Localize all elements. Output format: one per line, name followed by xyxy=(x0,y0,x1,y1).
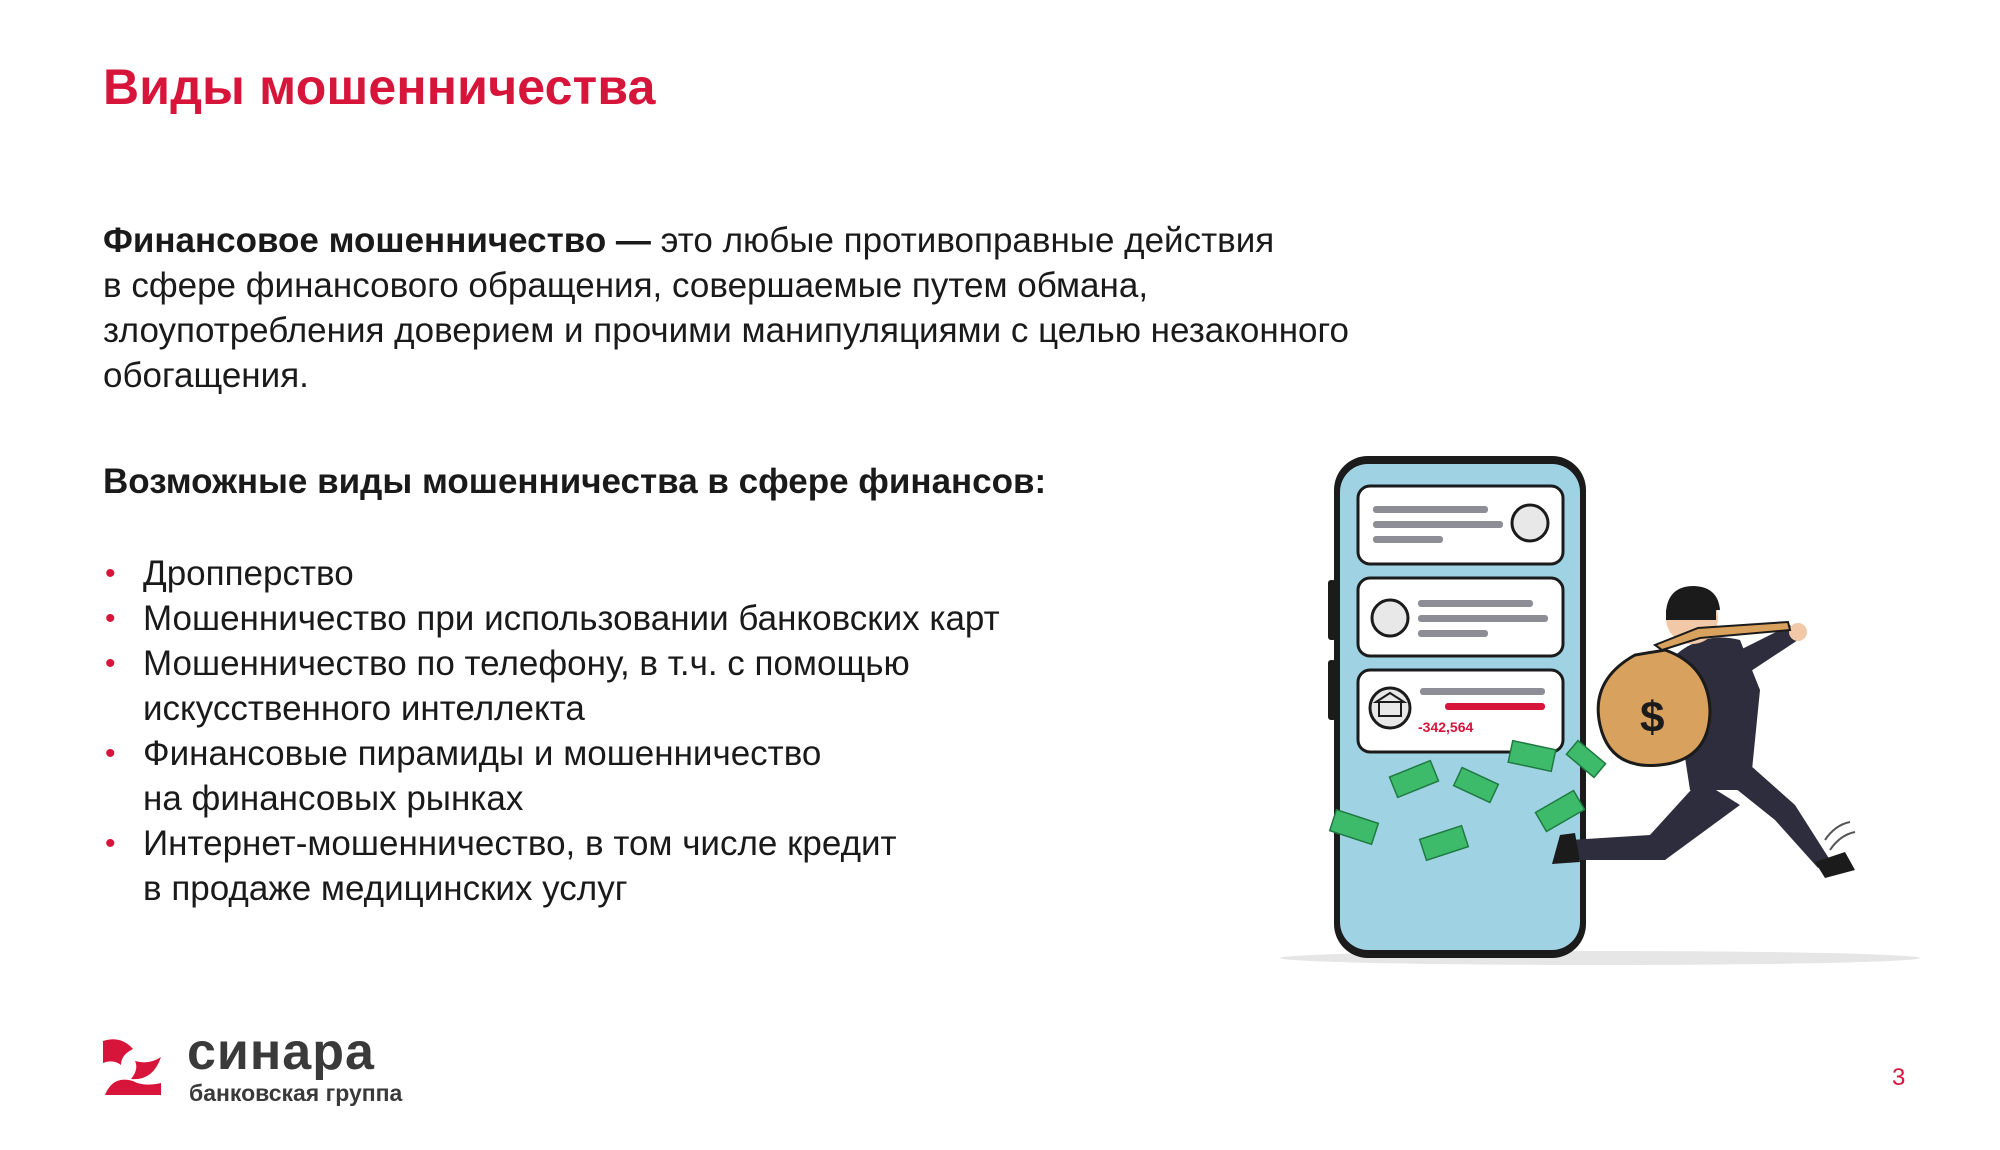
company-logo xyxy=(103,1023,433,1110)
list-item-text: Интернет-мошенничество, в том числе кредит xyxy=(143,824,897,863)
bullet-dot: • xyxy=(105,827,116,860)
motion-lines-icon xyxy=(1825,822,1855,850)
list-item-text-continued: в продаже медицинских услуг xyxy=(143,869,628,908)
list-item-text: Мошенничество при использовании банковских карт xyxy=(143,599,1000,638)
sinara-logo-icon xyxy=(103,1035,165,1097)
list-item xyxy=(103,596,1203,641)
definition-line-1: это любые противоправные действия xyxy=(650,221,1275,260)
list-item xyxy=(103,551,1203,596)
page-number: 3 xyxy=(1892,1064,1906,1091)
slide-title: Виды мошенничества xyxy=(103,59,656,115)
logo-subtitle: банковская группа xyxy=(189,1080,403,1106)
bullet-dot: • xyxy=(105,647,116,680)
bullet-dot: • xyxy=(105,602,116,635)
bag-dollar-sign: $ xyxy=(1640,693,1665,742)
definition-line-3: злоупотребления доверием и прочими манипуляциями с целью незаконного xyxy=(103,311,1349,350)
list-item-text: Дропперство xyxy=(143,554,354,593)
list-heading: Возможные виды мошенничества в сфере финансов: xyxy=(103,462,1047,501)
transaction-amount: -342,564 xyxy=(1418,719,1474,735)
list-item xyxy=(103,641,1203,731)
list-item-text: Мошенничество по телефону, в т.ч. с помощью xyxy=(143,644,910,683)
list-item xyxy=(103,731,1203,821)
list-item-text-continued: на финансовых рынках xyxy=(143,779,524,818)
bullet-dot: • xyxy=(105,737,116,770)
fraud-types-list xyxy=(103,551,1203,911)
phone-icon xyxy=(1328,456,1586,958)
definition-term: Финансовое мошенничество — xyxy=(103,221,651,260)
bullet-dot: • xyxy=(105,557,116,590)
list-item xyxy=(103,821,1203,911)
list-item-text-continued: искусственного интеллекта xyxy=(143,689,585,728)
logo-name: синара xyxy=(187,1023,375,1081)
list-item-text: Финансовые пирамиды и мошенничество xyxy=(143,734,822,773)
definition-line-4: обогащения. xyxy=(103,356,309,395)
fraud-illustration xyxy=(1270,450,1930,980)
definition-paragraph xyxy=(103,218,1523,398)
definition-line-2: в сфере финансового обращения, совершаемые путем обмана, xyxy=(103,266,1149,305)
